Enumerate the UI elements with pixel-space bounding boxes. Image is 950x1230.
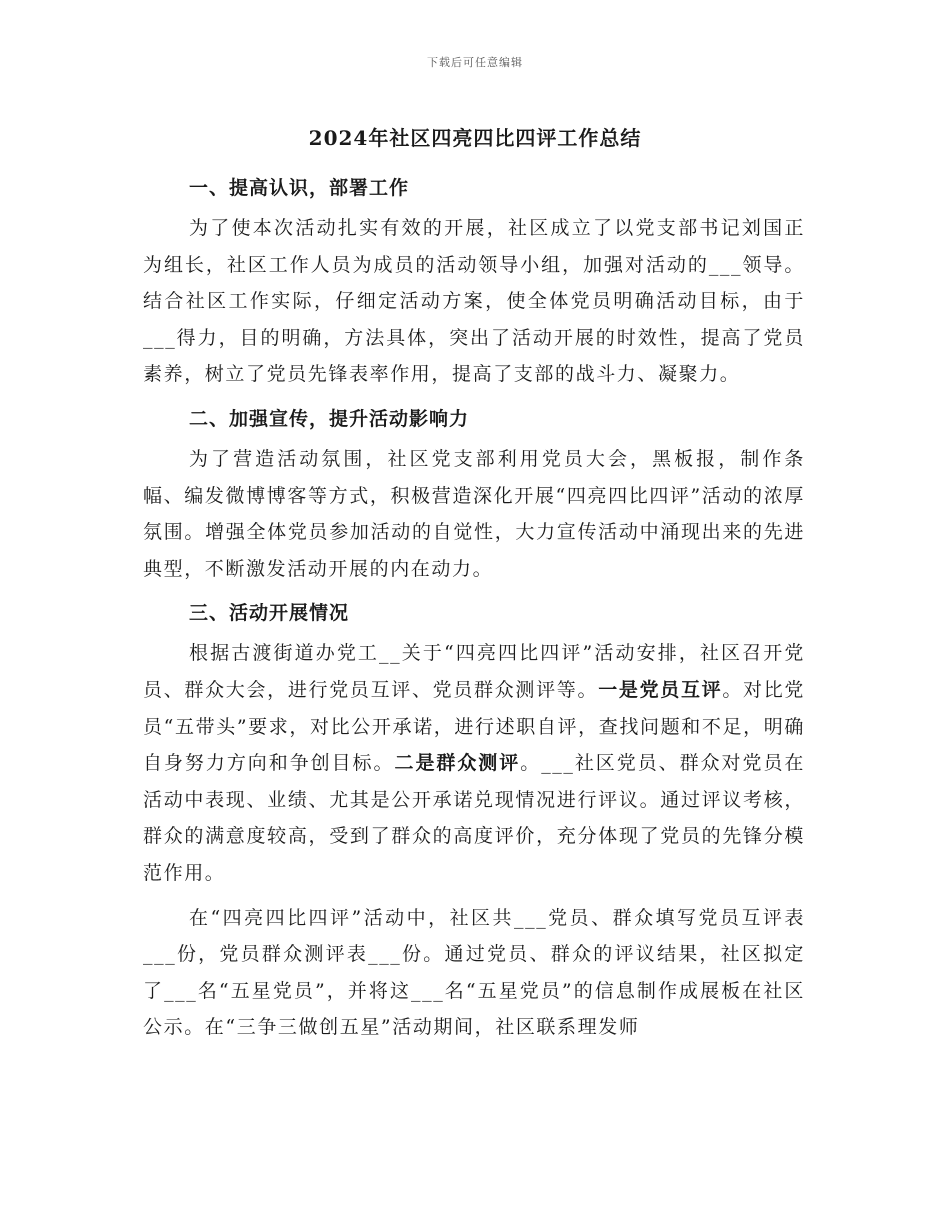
section-paragraph-1: 为了使本次活动扎实有效的开展，社区成立了以党支部书记刘国正为组长，社区工作人员为成员的活动领导小组，加强对活动的___领导。结合社区工作实际，仔细定活动方案，使全体党员明确活动目标，由于___得力，目的明确，方法具体，突出了活动开展的时效性，提高了党员素养，树立了党员先锋表率作用，提高了支部的战斗力、凝聚力。: [143, 217, 805, 386]
section-heading-3: 三、活动开展情况: [189, 602, 350, 625]
bold-label-peer-review: 一是党员互评: [598, 678, 723, 701]
bold-label-public-review: 二是群众测评: [394, 752, 521, 775]
paragraph-text: 。___社区党员、群众对党员在活动中表现、业绩、尤其是公开承诺兑现情况进行评议。通过评议考核，群众的满意度较高，受到了群众的高度评价，充分体现了党员的先锋分模范作用。: [143, 752, 806, 884]
section-paragraph-3: [143, 635, 805, 891]
section-heading-1: 一、提高认识，部署工作: [189, 177, 410, 199]
document-body: [143, 170, 805, 1054]
paragraph-text: 。对比党员“五带头”要求，对比公开承诺，进行述职自评，查找问题和不足，明确自身努力方向和争创目标。: [143, 678, 805, 775]
section-paragraph-2: 为了营造活动氛围，社区党支部利用党员大会，黑板报，制作条幅、编发微博博客等方式，积极营造深化开展“四亮四比四评”活动的浓厚氛围。增强全体党员参加活动的自觉性，大力宣传活动中涌现出来的先进典型，不断激发活动开展的内在动力。: [143, 447, 805, 580]
page-header-note: 下载后可任意编辑: [427, 56, 523, 69]
document-title: 2024年社区四亮四比四评工作总结: [308, 126, 642, 150]
paragraph-text: 根据古渡街道办党工__关于“四亮四比四评”活动安排，社区召开党员、群众大会，进行党员互评、党员群众测评等。: [143, 642, 805, 701]
section-heading-2: 二、加强宣传，提升活动影响力: [189, 407, 470, 430]
section-paragraph-4: 在“四亮四比四评”活动中，社区共___党员、群众填写党员互评表___份，党员群众测评表___份。通过党员、群众的评议结果，社区拟定了___名“五星党员”，并将这___名“五星党员”的信息制作成展板在社区公示。在“三争三做创五星”活动期间，社区联系理发师: [143, 906, 805, 1039]
